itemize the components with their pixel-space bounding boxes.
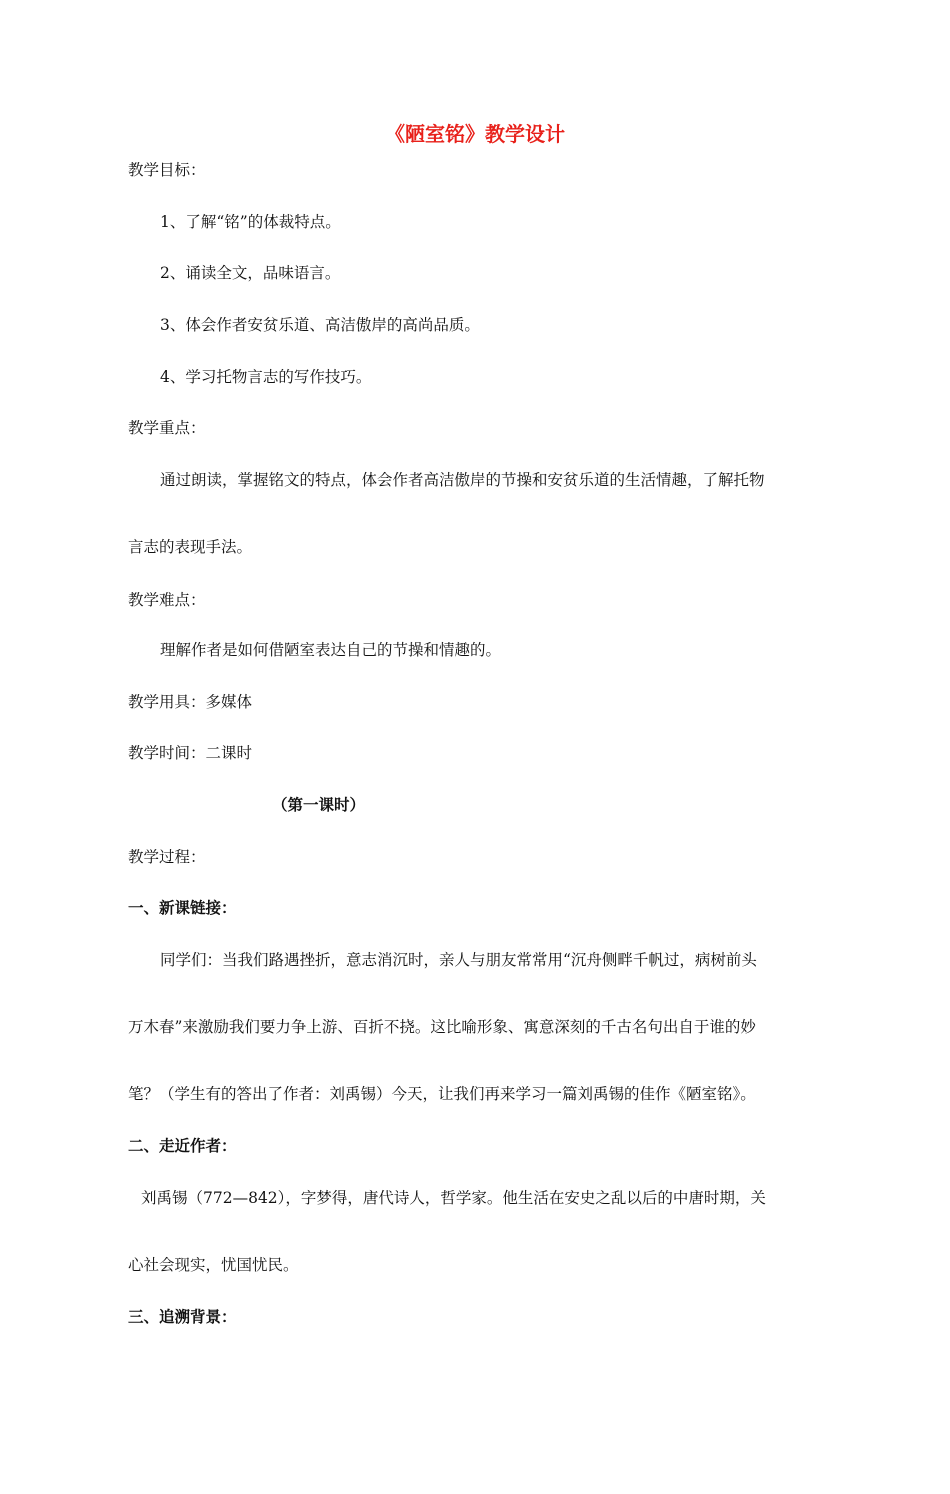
teaching-tools: 教学用具：多媒体 — [128, 693, 253, 711]
section1-text-line3: 笔？（学生有的答出了作者：刘禹锡）今天，让我们再来学习一篇刘禹锡的佳作《陋室铭》。 — [128, 1085, 756, 1103]
objective-item-3: 3、体会作者安贫乐道、高洁傲岸的高尚品质。 — [160, 316, 480, 334]
objective-item-4: 4、学习托物言志的写作技巧。 — [160, 368, 372, 386]
key-points-text-line1: 通过朗读，掌握铭文的特点，体会作者高洁傲岸的节操和安贫乐道的生活情趣，了解托物 — [160, 471, 765, 489]
objective-item-2: 2、诵读全文，品味语言。 — [160, 264, 341, 282]
section3-heading: 三、追溯背景： — [128, 1308, 237, 1326]
process-heading: 教学过程： — [128, 848, 206, 866]
section2-text-line1: 刘禹锡（772—842），字梦得，唐代诗人，哲学家。他生活在安史之乱以后的中唐时期，关 — [141, 1189, 766, 1207]
key-points-heading: 教学重点： — [128, 419, 206, 437]
key-points-text-line2: 言志的表现手法。 — [128, 538, 253, 556]
difficulty-heading: 教学难点： — [128, 591, 206, 609]
objectives-heading: 教学目标： — [128, 161, 206, 179]
section1-heading: 一、新课链接： — [128, 899, 237, 917]
section2-text-line2: 心社会现实，忧国忧民。 — [128, 1256, 299, 1274]
section1-text-line2: 万木春”来激励我们要力争上游、百折不挠。这比喻形象、寓意深刻的千古名句出自于谁的妙 — [128, 1018, 756, 1036]
difficulty-text: 理解作者是如何借陋室表达自己的节操和情趣的。 — [160, 641, 502, 659]
section2-heading: 二、走近作者： — [128, 1137, 237, 1155]
section1-text-line1: 同学们：当我们路遇挫折，意志消沉时，亲人与朋友常常用“沉舟侧畔千帆过，病树前头 — [160, 951, 757, 969]
document-title: 《陋室铭》教学设计 — [385, 122, 565, 146]
lesson-label: （第一课时） — [272, 796, 366, 814]
objective-item-1: 1、了解“铭”的体裁特点。 — [160, 213, 341, 231]
teaching-time: 教学时间：二课时 — [128, 744, 253, 762]
